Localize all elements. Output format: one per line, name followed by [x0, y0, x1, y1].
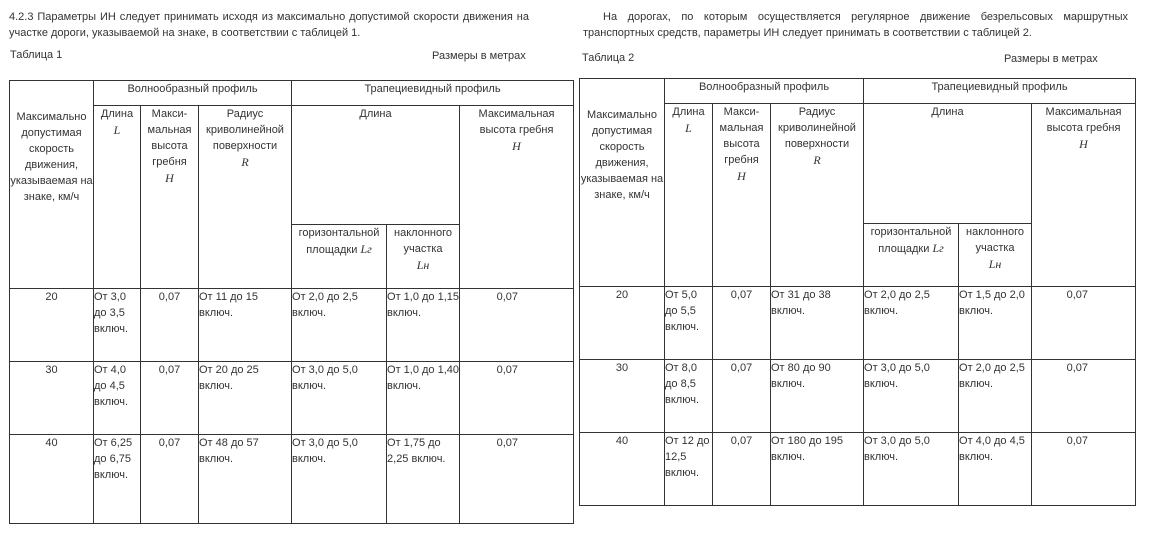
header-max-height-label: Макси-мальная высота гребня [719, 106, 764, 166]
header-wave-profile: Волнообразный профиль [665, 79, 864, 104]
cell-inclined: От 2,0 до 2,5 включ. [959, 360, 1032, 433]
cell-speed: 30 [10, 362, 94, 435]
header-inclined-label: наклонного участка [394, 227, 452, 255]
header-trap-length: Длина [864, 104, 1032, 224]
table-2-panel [578, 0, 1128, 544]
cell-length: От 6,25 до 6,75 включ. [94, 435, 141, 524]
intro-paragraph: 4.2.3 Параметры ИН следует принимать исходя из максимально допустимой скорости движения на участке дороги, указываемой на знаке, в соответствии с таблицей 1. [9, 11, 529, 39]
cell-trap-height: 0,07 [1032, 287, 1136, 360]
cell-height: 0,07 [713, 287, 771, 360]
header-radius-symbol: R [241, 155, 249, 169]
table-row [10, 289, 574, 362]
cell-horizontal: От 3,0 до 5,0 включ. [864, 360, 959, 433]
cell-speed: 20 [580, 287, 665, 360]
cell-inclined: От 1,5 до 2,0 включ. [959, 287, 1032, 360]
header-radius [771, 104, 864, 287]
cell-height: 0,07 [713, 433, 771, 506]
header-horizontal-label: горизонтальной площадки [298, 227, 380, 256]
intro-paragraph: На дорогах, по которым осуществляется регулярное движение безрельсовых маршрутных транспортных средств, параметры ИН следует принимать в соответствии с таблицей 2. [583, 11, 1128, 39]
table-row [10, 362, 574, 435]
header-max-height-label: Макси-мальная высота гребня [147, 108, 192, 168]
header-inclined-section [959, 224, 1032, 287]
cell-horizontal: От 2,0 до 2,5 включ. [292, 289, 387, 362]
cell-horizontal: От 3,0 до 5,0 включ. [292, 435, 387, 524]
cell-radius: От 31 до 38 включ. [771, 287, 864, 360]
cell-radius: От 80 до 90 включ. [771, 360, 864, 433]
cell-trap-height: 0,07 [1032, 360, 1136, 433]
cell-radius: От 180 до 195 включ. [771, 433, 864, 506]
header-trap-max-height-symbol: H [1079, 137, 1088, 151]
cell-inclined: От 1,0 до 1,15 включ. [387, 289, 460, 362]
cell-speed: 40 [10, 435, 94, 524]
header-horizontal-platform [864, 224, 959, 287]
header-radius-symbol: R [813, 153, 821, 167]
header-length-symbol: L [113, 123, 121, 137]
cell-inclined: От 1,0 до 1,40 включ. [387, 362, 460, 435]
cell-length: От 4,0 до 4,5 включ. [94, 362, 141, 435]
cell-radius: От 20 до 25 включ. [199, 362, 292, 435]
cell-trap-height: 0,07 [460, 435, 574, 524]
units-caption: Размеры в метрах [432, 50, 526, 62]
header-radius-label: Радиус криволинейной поверхности [206, 108, 284, 152]
cell-speed: 20 [10, 289, 94, 362]
cell-trap-height: 0,07 [1032, 433, 1136, 506]
cell-length: От 3,0 до 3,5 включ. [94, 289, 141, 362]
cell-radius: От 48 до 57 включ. [199, 435, 292, 524]
cell-inclined: От 4,0 до 4,5 включ. [959, 433, 1032, 506]
header-max-height-symbol: H [737, 169, 746, 183]
header-trap-max-height [460, 106, 574, 289]
header-trapezoid-profile: Трапециевидный профиль [864, 79, 1136, 104]
header-horizontal-symbol: Lг [360, 242, 372, 256]
cell-horizontal: От 3,0 до 5,0 включ. [292, 362, 387, 435]
header-inclined-section [387, 225, 460, 289]
cell-height: 0,07 [713, 360, 771, 433]
header-trap-max-height-label: Максимальная высота гребня [1045, 106, 1122, 134]
header-length [94, 106, 141, 289]
table-row [580, 287, 1136, 360]
header-length-label: Длина [672, 106, 705, 118]
table-row [580, 360, 1136, 433]
header-wave-profile: Волнообразный профиль [94, 81, 292, 106]
header-length-symbol: L [685, 121, 692, 135]
header-trapezoid-profile: Трапециевидный профиль [292, 81, 574, 106]
cell-length: От 5,0 до 5,5 включ. [665, 287, 713, 360]
cell-length: От 8,0 до 8,5 включ. [665, 360, 713, 433]
header-max-height-symbol: H [165, 171, 174, 185]
header-trap-length: Длина [292, 106, 460, 225]
cell-trap-height: 0,07 [460, 289, 574, 362]
table-1-panel [0, 0, 555, 544]
parameters-table-1 [9, 80, 574, 524]
table-row [10, 435, 574, 524]
header-max-height [713, 104, 771, 287]
header-horizontal-platform [292, 225, 387, 289]
cell-height: 0,07 [141, 289, 199, 362]
header-horizontal-label: горизонтальной площадки [870, 226, 952, 255]
header-length [665, 104, 713, 287]
header-max-height [141, 106, 199, 289]
header-inclined-symbol: Lн [988, 257, 1002, 271]
header-horizontal-symbol: Lг [932, 241, 944, 255]
table-row [580, 433, 1136, 506]
header-speed: Максимально допустимая скорость движения, указываемая на знаке, км/ч [10, 81, 94, 289]
header-speed: Максимально допустимая скорость движения, указываемая на знаке, км/ч [580, 79, 665, 287]
header-inclined-symbol: Lн [416, 258, 430, 272]
cell-trap-height: 0,07 [460, 362, 574, 435]
cell-height: 0,07 [141, 435, 199, 524]
units-caption: Размеры в метрах [1004, 53, 1098, 65]
cell-length: От 12 до 12,5 включ. [665, 433, 713, 506]
header-trap-max-height-label: Максимальная высота гребня [478, 108, 555, 136]
cell-inclined: От 1,75 до 2,25 включ. [387, 435, 460, 524]
parameters-table-2 [579, 78, 1136, 506]
table-caption: Таблица 2 [582, 52, 635, 64]
header-radius [199, 106, 292, 289]
table-caption: Таблица 1 [10, 49, 63, 61]
header-radius-label: Радиус криволинейной поверхности [778, 106, 856, 150]
header-trap-max-height [1032, 104, 1136, 287]
cell-height: 0,07 [141, 362, 199, 435]
cell-speed: 40 [580, 433, 665, 506]
header-inclined-label: наклонного участка [966, 226, 1024, 254]
header-length-label: Длина [100, 108, 134, 120]
cell-horizontal: От 2,0 до 2,5 включ. [864, 287, 959, 360]
cell-horizontal: От 3,0 до 5,0 включ. [864, 433, 959, 506]
header-trap-max-height-symbol: H [512, 139, 521, 153]
cell-radius: От 11 до 15 включ. [199, 289, 292, 362]
cell-speed: 30 [580, 360, 665, 433]
